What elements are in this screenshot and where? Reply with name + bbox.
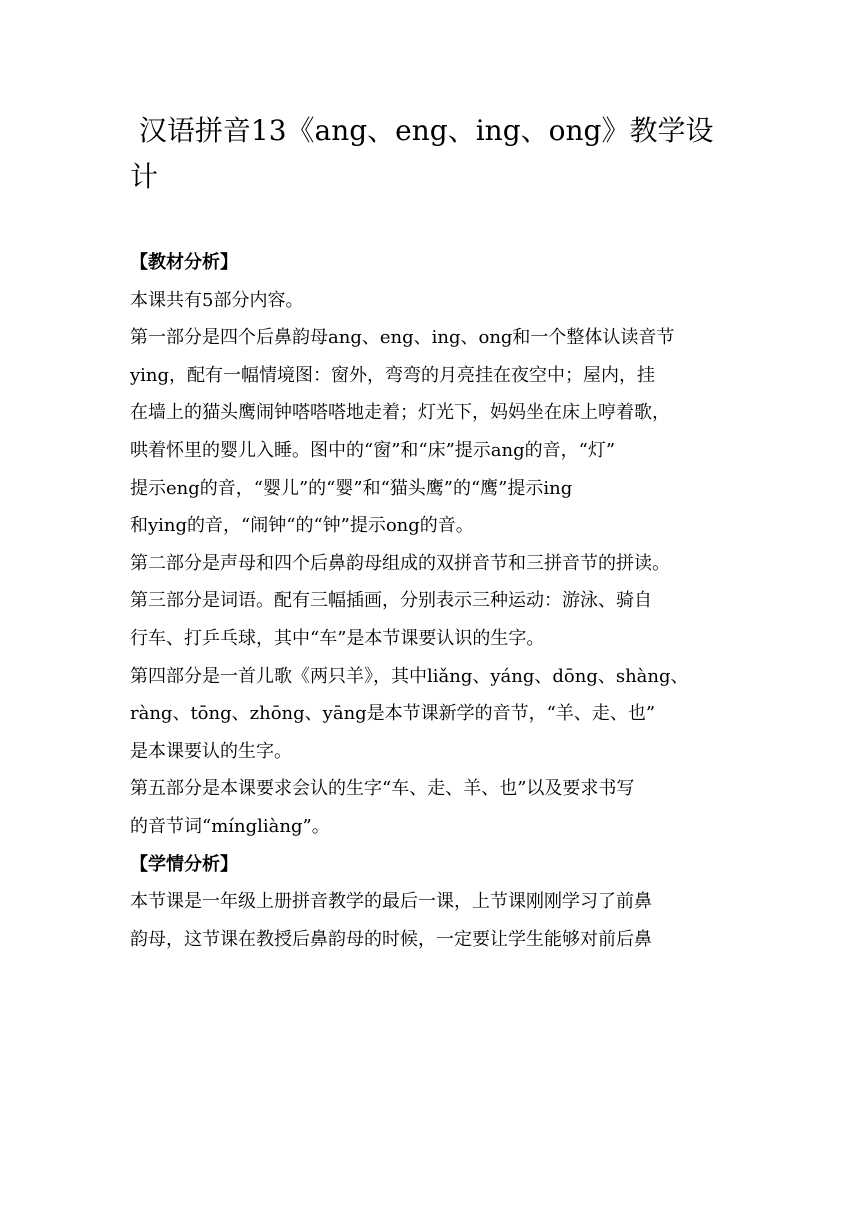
paragraph-line: ying，配有一幅情境图：窗外，弯弯的月亮挂在夜空中；屋内，挂 — [130, 364, 656, 386]
paragraph-line: 行车、打乒乓球，其中“车”是本节课要认识的生字。 — [130, 627, 545, 649]
paragraph-line: 第五部分是本课要求会认的生字“车、走、羊、也”以及要求书写 — [130, 778, 635, 800]
paragraph-line: 是本课要认的生字。 — [130, 740, 292, 762]
paragraph-line: 第二部分是声母和四个后鼻韵母组成的双拼音节和三拼音节的拼读。 — [130, 552, 670, 574]
paragraph-line: 第三部分是词语。配有三幅插画，分别表示三种运动：游泳、骑自 — [130, 590, 652, 612]
paragraph-line: 第四部分是一首儿歌《两只羊》，其中liǎng、yáng、dōng、shàng、 — [130, 665, 689, 687]
section-heading: 【教材分析】 — [130, 252, 238, 273]
section-heading: 【学情分析】 — [130, 853, 238, 875]
document-title: 汉语拼音13《ang、eng、ing、ong》教学设 计 — [130, 114, 714, 193]
paragraph-line: 和ying的音，“闹钟“的“钟”提示ong的音。 — [130, 515, 474, 537]
paragraph-line: 的音节词“míngliàng”。 — [130, 815, 330, 837]
document-body — [130, 244, 770, 958]
paragraph-line: 在墙上的猫头鹰闹钟嗒嗒嗒地走着；灯光下，妈妈坐在床上哼着歌， — [130, 402, 670, 424]
paragraph-line: 第一部分是四个后鼻韵母ang、eng、ing、ong和一个整体认读音节 — [130, 327, 675, 349]
paragraph-line: 提示eng的音，“婴儿”的“婴”和“猫头鹰”的“鹰”提示ing — [130, 477, 573, 499]
paragraph-line: 哄着怀里的婴儿入睡。图中的“窗”和“床”提示ang的音，“灯” — [130, 439, 616, 461]
paragraph-line: 韵母，这节课在教授后鼻韵母的时候，一定要让学生能够对前后鼻 — [130, 928, 652, 950]
paragraph-line: 本节课是一年级上册拼音教学的最后一课，上节课刚刚学习了前鼻 — [130, 891, 652, 913]
paragraph-line: 本课共有5部分内容。 — [130, 289, 304, 311]
paragraph-line: ràng、tōng、zhōng、yāng是本节课新学的音节，“羊、走、也” — [130, 703, 656, 725]
